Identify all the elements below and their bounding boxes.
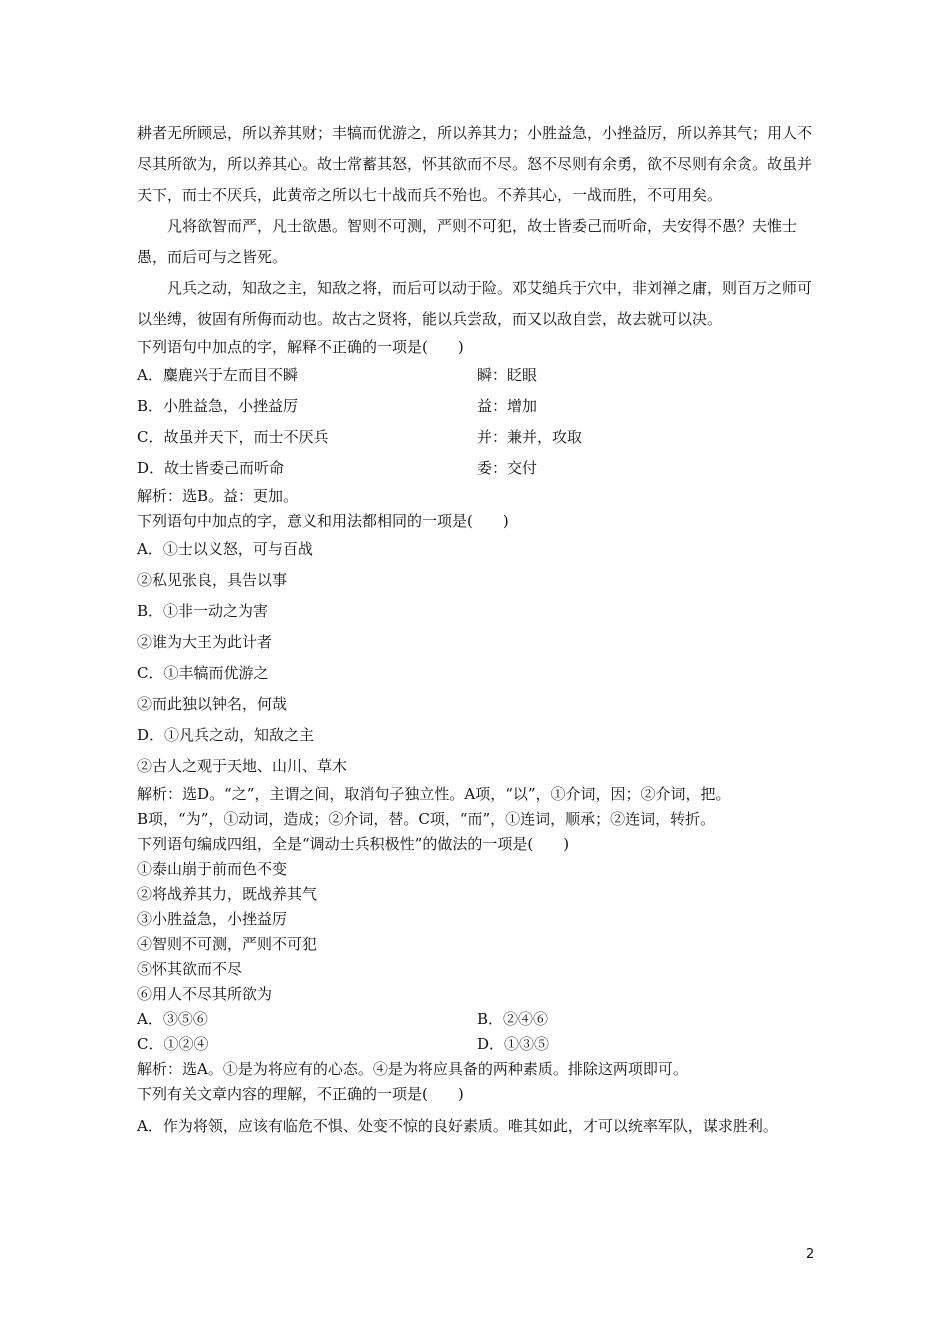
option-gloss: 益：增加 bbox=[477, 397, 538, 415]
question-3-item: ⑥用人不尽其所欲为 bbox=[137, 985, 273, 1003]
question-3-item: ②将战养其力，既战养其气 bbox=[137, 885, 318, 903]
option-text: D．故士皆委己而听命 bbox=[137, 459, 285, 477]
page-number: 2 bbox=[806, 1247, 815, 1262]
option-text: C．故虽并天下，而士不厌兵 bbox=[137, 428, 329, 446]
question-3-item: ④智则不可测，严则不可犯 bbox=[137, 935, 318, 953]
passage-paragraph-3: 凡兵之动，知敌之主，知敌之将，而后可以动于险。邓艾缒兵于穴中，非刘禅之庸，则百万之师可以坐缚，彼固有所侮而动也。故古之贤将，能以兵尝敌，而又以敌自尝，故去就可以决。 bbox=[137, 279, 813, 328]
question-3-answer: 解析：选A。①是为将应有的心态。④是为将应具备的两种素质。排除这两项即可。 bbox=[137, 1060, 688, 1078]
document-body bbox=[137, 118, 817, 1142]
passage-paragraph-1: 耕者无所顾忌，所以养其财；丰犒而优游之，所以养其力；小胜益急，小挫益厉，所以养其气；用人不尽其所欲为，所以养其心。故士常蓄其怒，怀其欲而不尽。怒不尽则有余勇，欲不尽则有余贪。故虽并天下，而士不厌兵，此黄帝之所以七十战而兵不殆也。不养其心，一战而胜，不可用矣。 bbox=[137, 124, 813, 204]
choice-d: D．①③⑤ bbox=[477, 1035, 550, 1053]
question-2-line: B．①非一动之为害 bbox=[137, 602, 269, 620]
passage-paragraph-2: 凡将欲智而严，凡士欲愚。智则不可测，严则不可犯，故士皆委己而听命，夫安得不愚？夫惟士愚，而后可与之皆死。 bbox=[137, 217, 798, 266]
question-4-stem: 下列有关文章内容的理解，不正确的一项是( ) bbox=[137, 1085, 464, 1103]
question-1-option-c bbox=[137, 422, 817, 453]
option-gloss: 瞬：眨眼 bbox=[477, 366, 538, 384]
question-1-stem: 下列语句中加点的字，解释不正确的一项是( ) bbox=[137, 338, 464, 356]
question-2-line: ②谁为大王为此计者 bbox=[137, 633, 273, 651]
choice-c: C．①②④ bbox=[137, 1035, 209, 1053]
question-2-line: ②古人之观于天地、山川、草木 bbox=[137, 757, 348, 775]
question-3-choices-row-1 bbox=[137, 1007, 817, 1032]
question-2-line: C．①丰犒而优游之 bbox=[137, 664, 269, 682]
question-3-item: ③小胜益急，小挫益厉 bbox=[137, 910, 288, 928]
question-4-option-a: A．作为将领，应该有临危不惧、处变不惊的良好素质。唯其如此，才可以统率军队，谋求胜利。 bbox=[137, 1117, 778, 1135]
question-2-line: ②而此独以钟名，何哉 bbox=[137, 695, 288, 713]
option-text: B．小胜益急，小挫益厉 bbox=[137, 397, 299, 415]
question-2-line: D．①凡兵之动，知敌之主 bbox=[137, 726, 315, 744]
question-1-option-d bbox=[137, 453, 817, 484]
question-1-option-b bbox=[137, 391, 817, 422]
question-2-stem: 下列语句中加点的字，意义和用法都相同的一项是( ) bbox=[137, 512, 509, 530]
option-text: A．麋鹿兴于左而目不瞬 bbox=[137, 366, 298, 384]
choice-a: A．③⑤⑥ bbox=[137, 1010, 208, 1028]
question-3-stem: 下列语句编成四组，全是“调动士兵积极性”的做法的一项是( ) bbox=[137, 835, 570, 853]
question-2-line: ②私见张良，具告以事 bbox=[137, 571, 288, 589]
question-1-option-a bbox=[137, 360, 817, 391]
question-1-answer: 解析：选B。益：更加。 bbox=[137, 487, 299, 505]
option-gloss: 委：交付 bbox=[477, 459, 538, 477]
question-2-line: A．①士以义怒，可与百战 bbox=[137, 540, 313, 558]
question-3-item: ①泰山崩于前而色不变 bbox=[137, 860, 288, 878]
question-2-answer-line-1: 解析：选D。“之”，主谓之间，取消句子独立性。A项，“以”，①介词，因；②介词，把。 bbox=[137, 785, 731, 803]
question-3-choices-row-2 bbox=[137, 1032, 817, 1057]
choice-b: B．②④⑥ bbox=[477, 1010, 549, 1028]
question-2-answer-line-2: B项，“为”，①动词，造成；②介词，替。C项，“而”，①连词，顺承；②连词，转折。 bbox=[137, 810, 716, 828]
question-3-item: ⑤怀其欲而不尽 bbox=[137, 960, 243, 978]
option-gloss: 并：兼并，攻取 bbox=[477, 428, 583, 446]
